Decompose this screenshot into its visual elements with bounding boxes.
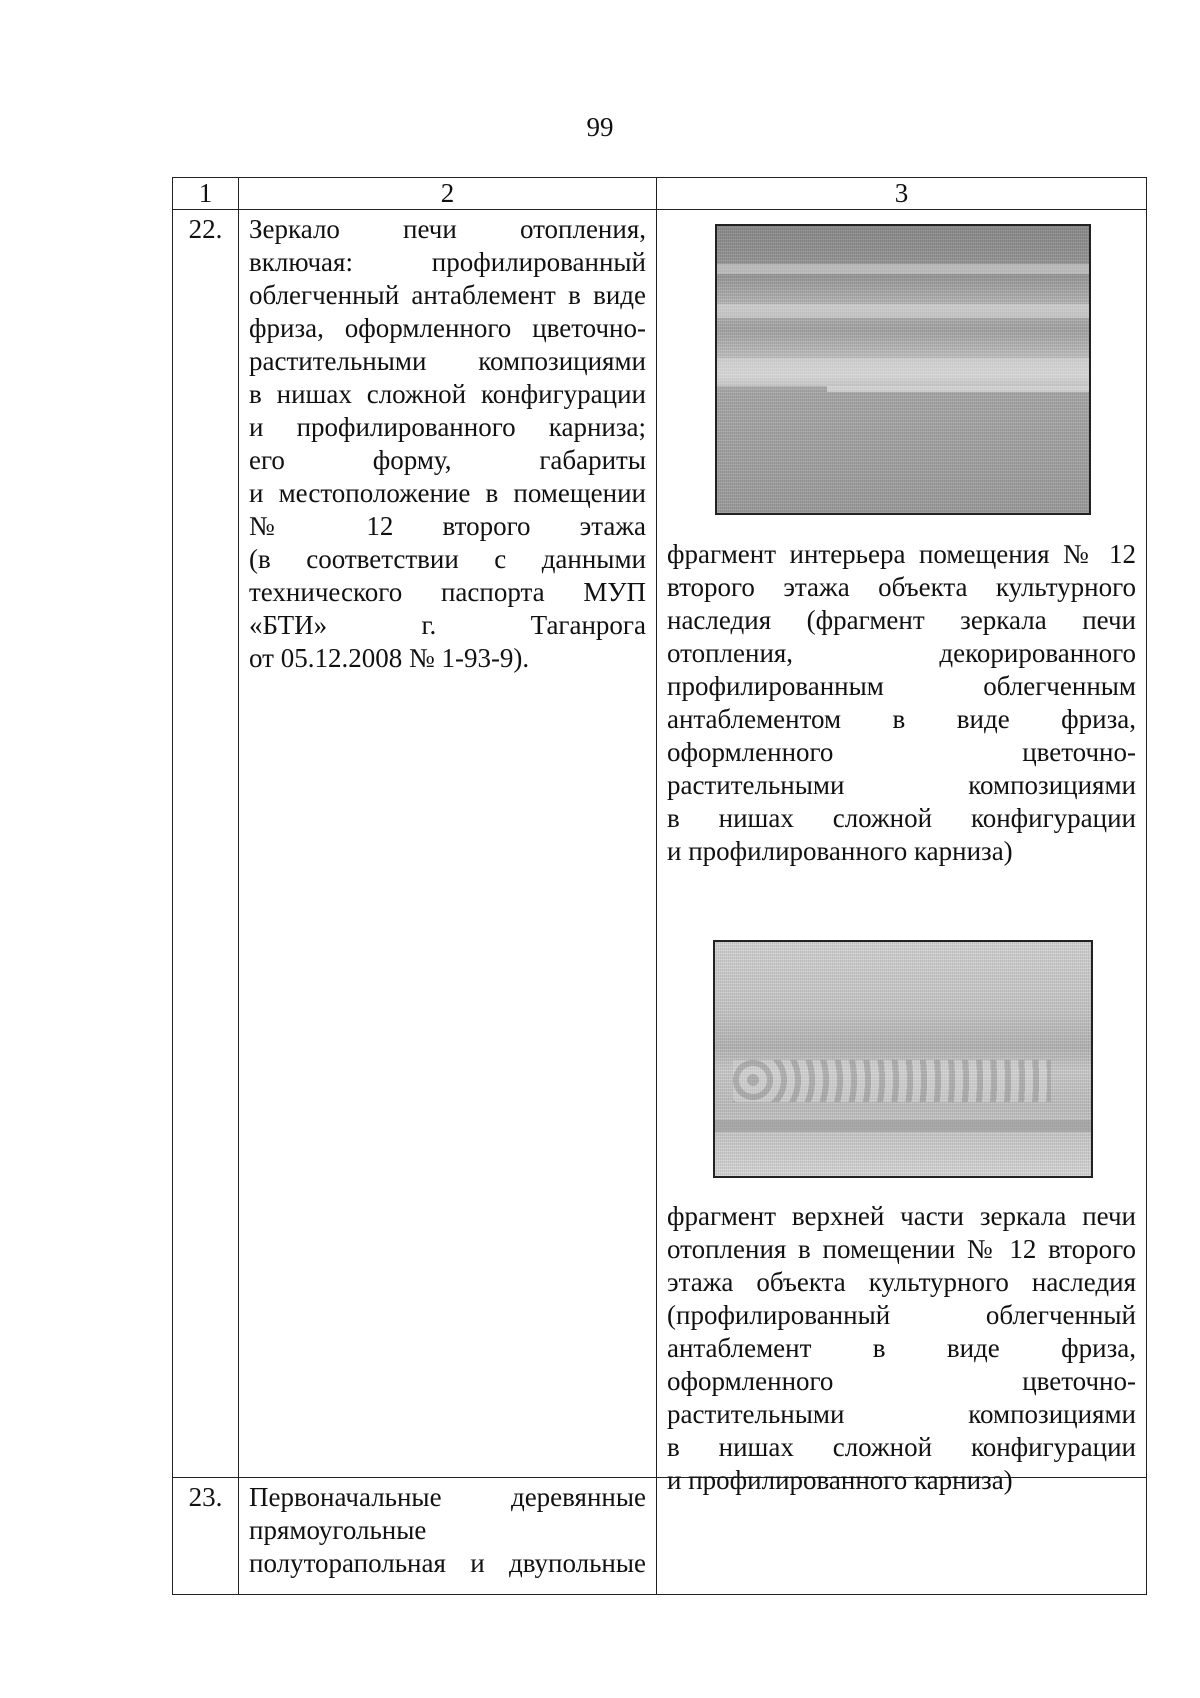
page-number: 99: [586, 112, 614, 142]
heritage-items-table: [172, 177, 1147, 1595]
caption-line: и профилированного карниза): [667, 1465, 1013, 1495]
table-row: [173, 210, 1147, 1478]
photo-caption-1: [667, 538, 1136, 868]
description-line: «БТИ» г. Таганрога: [249, 610, 646, 640]
header-col-1: 1: [173, 178, 239, 210]
description-line: растительными композициями: [249, 346, 646, 376]
caption-line: оформленного цветочно-: [667, 1366, 1136, 1396]
caption-line: оформленного цветочно-: [667, 737, 1136, 767]
caption-line: в нишах сложной конфигурации: [667, 803, 1136, 833]
description-line: фриза, оформленного цветочно-: [249, 313, 646, 343]
caption-line: в нишах сложной конфигурации: [667, 1432, 1136, 1462]
description-line: № 12 второго этажа: [249, 511, 646, 541]
stove-mirror-photo: [715, 224, 1091, 515]
header-col-3: 3: [657, 178, 1147, 210]
caption-line: наследия (фрагмент зеркала печи: [667, 605, 1136, 635]
caption-line: фрагмент верхней части зеркала печи: [667, 1201, 1136, 1231]
row-number: 22.: [188, 214, 223, 244]
table-header-row: [173, 178, 1147, 210]
description-line: (в соответствии с данными: [249, 544, 646, 574]
description-line: в нишах сложной конфигурации: [249, 379, 646, 409]
row-description: [239, 210, 656, 675]
description-line: от 05.12.2008 № 1-93-9).: [249, 643, 530, 673]
description-line: Зеркало печи отопления,: [249, 214, 646, 244]
description-line: технического паспорта МУП: [249, 577, 646, 607]
caption-line: антаблемент в виде фриза,: [667, 1333, 1136, 1363]
description-line: облегченный антаблемент в виде: [249, 280, 646, 310]
description-line: его форму, габариты: [249, 445, 646, 475]
stove-mirror-top-photo: [713, 940, 1093, 1178]
caption-line: фрагмент интерьера помещения № 12: [667, 539, 1136, 569]
caption-line: профилированным облегченным: [667, 671, 1136, 701]
description-line: прямоугольные: [249, 1515, 427, 1545]
description-line: и профилированного карниза;: [249, 412, 646, 442]
caption-line: отопления в помещении № 12 второго: [667, 1234, 1136, 1264]
description-line: полуторапольная и двупольные: [249, 1548, 646, 1578]
caption-line: растительными композициями: [667, 1399, 1136, 1429]
description-line: включая: профилированный: [249, 247, 646, 277]
caption-line: растительными композициями: [667, 770, 1136, 800]
caption-line: второго этажа объекта культурного: [667, 572, 1136, 602]
caption-line: (профилированный облегченный: [667, 1300, 1136, 1330]
caption-line: и профилированного карниза): [667, 836, 1013, 866]
row-description: [239, 1478, 656, 1580]
caption-line: этажа объекта культурного наследия: [667, 1267, 1136, 1297]
header-col-2: 2: [239, 178, 657, 210]
description-line: Первоначальные деревянные: [249, 1482, 646, 1512]
description-line: и местоположение в помещении: [249, 478, 646, 508]
row-number: 23.: [188, 1482, 223, 1512]
caption-line: отопления, декорированного: [667, 638, 1136, 668]
caption-line: антаблементом в виде фриза,: [667, 704, 1136, 734]
photo-caption-2: [667, 1200, 1136, 1497]
